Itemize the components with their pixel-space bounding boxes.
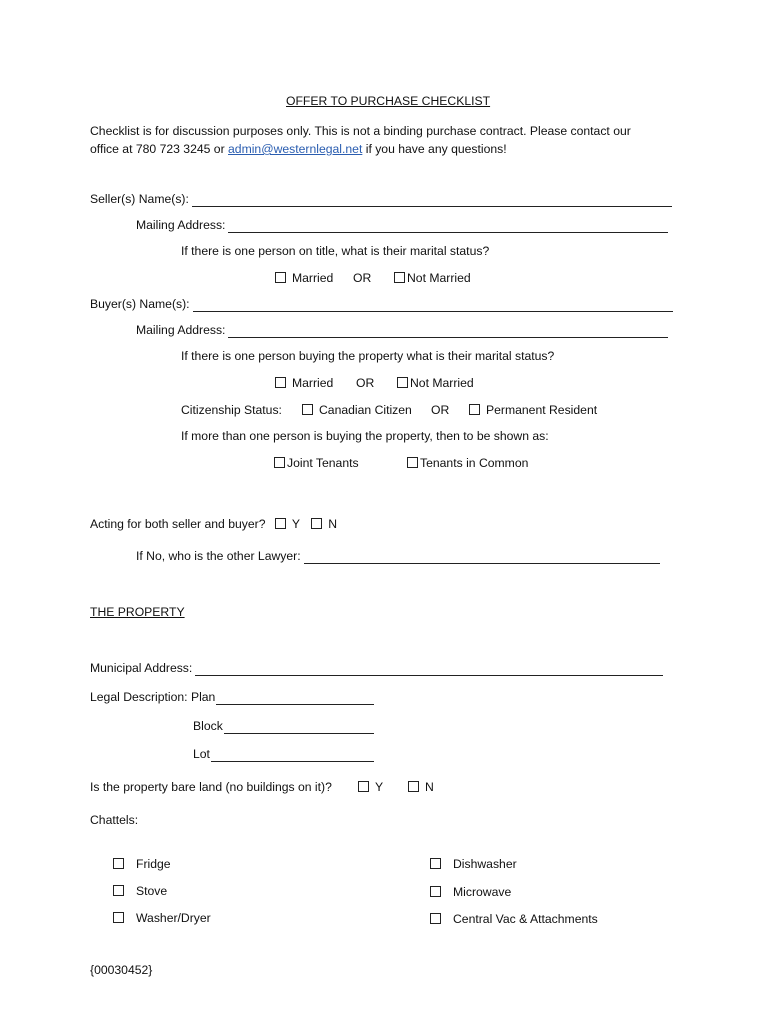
municipal-address-row xyxy=(90,660,663,676)
page-title: OFFER TO PURCHASE CHECKLIST xyxy=(286,94,491,108)
acting-no-label: N xyxy=(328,517,337,531)
tenants-common-label: Tenants in Common xyxy=(420,456,529,470)
checkbox-icon[interactable] xyxy=(430,886,441,897)
legal-plan-row xyxy=(90,689,374,705)
block-label: Block xyxy=(193,719,223,733)
checkbox-icon[interactable] xyxy=(469,404,480,415)
chattel-label: Stove xyxy=(136,884,168,898)
buyer-names-label: Buyer(s) Name(s): xyxy=(90,297,190,311)
chattel-microwave[interactable] xyxy=(430,884,511,900)
seller-mailing-field[interactable] xyxy=(228,221,668,233)
other-lawyer-row xyxy=(136,548,660,564)
bare-land-no-label: N xyxy=(425,780,434,794)
chattel-label: Central Vac & Attachments xyxy=(453,912,598,926)
acting-question: Acting for both seller and buyer? xyxy=(90,517,266,531)
checkbox-icon[interactable] xyxy=(302,404,313,415)
block-row xyxy=(193,718,374,734)
checkbox-icon[interactable] xyxy=(275,377,286,388)
checkbox-icon[interactable] xyxy=(407,457,418,468)
email-link[interactable]: admin@westernlegal.net xyxy=(228,142,363,156)
canadian-citizen-option[interactable] xyxy=(302,402,412,418)
checkbox-icon[interactable] xyxy=(430,858,441,869)
multiple-buyers-question: If more than one person is buying the property, then to be shown as: xyxy=(181,429,549,443)
checkbox-icon[interactable] xyxy=(274,457,285,468)
checkbox-icon[interactable] xyxy=(408,781,419,792)
permanent-resident-label: Permanent Resident xyxy=(486,403,598,417)
other-lawyer-label: If No, who is the other Lawyer: xyxy=(136,549,301,563)
seller-names-field[interactable] xyxy=(192,195,672,207)
permanent-resident-option[interactable] xyxy=(469,402,597,418)
checkbox-icon[interactable] xyxy=(358,781,369,792)
acting-yes-label: Y xyxy=(291,517,300,531)
buyer-married-option[interactable] xyxy=(275,375,333,391)
checkbox-icon[interactable] xyxy=(430,913,441,924)
citizenship-or: OR xyxy=(431,403,450,417)
buyer-or: OR xyxy=(356,376,375,390)
seller-married-label: Married xyxy=(292,271,334,285)
property-heading: THE PROPERTY xyxy=(90,605,185,619)
chattel-label: Microwave xyxy=(453,885,512,899)
seller-mailing-label: Mailing Address: xyxy=(136,218,226,232)
seller-mailing-row xyxy=(136,217,668,233)
intro-line-2 xyxy=(90,141,507,157)
bare-land-question: Is the property bare land (no buildings on it)? xyxy=(90,780,332,794)
checkbox-icon[interactable] xyxy=(394,272,405,283)
buyer-mailing-field[interactable] xyxy=(228,326,668,338)
acting-yes-option[interactable] xyxy=(275,517,300,531)
joint-tenants-label: Joint Tenants xyxy=(287,456,359,470)
buyer-married-label: Married xyxy=(292,376,334,390)
buyer-marital-question: If there is one person buying the property what is their marital status? xyxy=(181,349,555,363)
intro-line-1: Checklist is for discussion purposes only. This is not a binding purchase contract. Please contact our xyxy=(90,124,631,138)
checkbox-icon[interactable] xyxy=(113,885,124,896)
bare-land-yes-option[interactable] xyxy=(358,779,383,795)
lot-field[interactable] xyxy=(211,750,374,762)
intro-suffix: if you have any questions! xyxy=(362,142,507,156)
chattel-dishwasher[interactable] xyxy=(430,856,517,872)
chattel-fridge[interactable] xyxy=(113,856,171,872)
municipal-address-field[interactable] xyxy=(195,664,663,676)
chattels-label: Chattels: xyxy=(90,813,139,827)
chattel-label: Dishwasher xyxy=(453,857,517,871)
other-lawyer-field[interactable] xyxy=(304,552,660,564)
checkbox-icon[interactable] xyxy=(113,912,124,923)
checkbox-icon[interactable] xyxy=(311,518,322,529)
document-id: {00030452} xyxy=(90,963,153,977)
checkbox-icon[interactable] xyxy=(275,518,286,529)
acting-no-option[interactable] xyxy=(311,517,337,531)
municipal-address-label: Municipal Address: xyxy=(90,661,193,675)
lot-row xyxy=(193,746,374,762)
chattel-central-vac[interactable] xyxy=(430,911,598,927)
bare-land-yes-label: Y xyxy=(375,780,384,794)
checkbox-icon[interactable] xyxy=(275,272,286,283)
plan-field[interactable] xyxy=(216,693,374,705)
chattel-washer-dryer[interactable] xyxy=(113,910,211,926)
checkbox-icon[interactable] xyxy=(397,377,408,388)
tenants-common-option[interactable] xyxy=(407,455,528,471)
seller-marital-question: If there is one person on title, what is their marital status? xyxy=(181,244,490,258)
canadian-citizen-label: Canadian Citizen xyxy=(319,403,412,417)
chattel-label: Fridge xyxy=(136,857,171,871)
buyer-mailing-row xyxy=(136,322,668,338)
buyer-mailing-label: Mailing Address: xyxy=(136,323,226,337)
buyer-names-row xyxy=(90,296,673,312)
acting-row xyxy=(90,516,337,532)
buyer-not-married-label: Not Married xyxy=(410,376,474,390)
block-field[interactable] xyxy=(224,722,374,734)
chattel-label: Washer/Dryer xyxy=(136,911,211,925)
seller-names-row xyxy=(90,191,672,207)
seller-names-label: Seller(s) Name(s): xyxy=(90,192,189,206)
bare-land-no-option[interactable] xyxy=(408,779,434,795)
seller-or: OR xyxy=(353,271,372,285)
seller-not-married-option[interactable] xyxy=(394,270,471,286)
buyer-not-married-option[interactable] xyxy=(397,375,474,391)
joint-tenants-option[interactable] xyxy=(274,455,359,471)
chattel-stove[interactable] xyxy=(113,883,167,899)
intro-prefix: office at 780 723 3245 or xyxy=(90,142,229,156)
checkbox-icon[interactable] xyxy=(113,858,124,869)
legal-plan-label: Legal Description: Plan xyxy=(90,690,216,704)
lot-label: Lot xyxy=(193,747,210,761)
buyer-names-field[interactable] xyxy=(193,300,673,312)
seller-married-option[interactable] xyxy=(275,270,333,286)
seller-not-married-label: Not Married xyxy=(407,271,471,285)
citizenship-label: Citizenship Status: xyxy=(181,403,282,417)
